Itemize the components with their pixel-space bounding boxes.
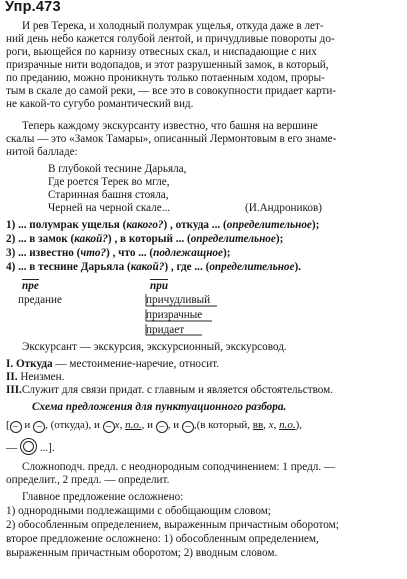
subject-circle-2: –	[33, 421, 45, 433]
excursion-words: Экскурсант — экскурсия, экскурсионный, экскурсовод.	[22, 341, 287, 353]
paragraph3-line-2: определит., 2 предл. — определит.	[6, 474, 170, 486]
poem-line-1: В глубокой теснине Дарьяла,	[48, 163, 187, 175]
morpheme-bracket-marks	[142, 290, 222, 336]
paragraph1-line-7: не какой-то сугубо романтический вид.	[6, 98, 194, 110]
roman-line-1: I. Откуда — местоимение-наречие, относит.	[6, 358, 220, 370]
exercise-title: Упр.473	[5, 0, 61, 15]
word-prichudlivy: причудливый	[146, 294, 211, 306]
sentence-scheme: [ – и – , (откуда), и – x, п.о., и – , и – ,(в который, вв, x, п.о.),	[6, 419, 302, 432]
word-predanie: предание	[18, 294, 62, 306]
generalizing-word-circle	[20, 438, 37, 455]
paragraph2-line-3: нитой балладе:	[6, 146, 78, 158]
paragraph4-line-2: 1) однородными подлежащими с обобщающим словом;	[6, 505, 271, 517]
word-prizrachnye: призрачные	[146, 309, 203, 321]
paragraph1-line-4: призрачные нити водопадов, и этот разрушенный замок, в который,	[6, 59, 329, 71]
paragraph1-line-3: роги, вьющейся по карнизу отвесных скал, и ниспадающие с них	[6, 46, 317, 58]
poem-author: (И.Андроников)	[245, 202, 322, 214]
word-pridaet: придает	[146, 324, 185, 336]
analysis-line-1: 1) ... полумрак ущелья (какого?) , откуда ... (определительное);	[6, 219, 320, 231]
paragraph1-line-5: по преданию, можно проникнуть только потаенным ходом, проры-	[6, 72, 325, 84]
paragraph4-line-5: выраженным причастным оборотом; 2) вводным словом.	[6, 547, 278, 559]
roman-line-3: III.Служит для связи придат. с главным и является обстоятельством.	[6, 384, 334, 396]
prefix-pre: пре	[22, 280, 39, 292]
paragraph4-line-3: 2) обособленным определением, выраженным причастным оборотом;	[6, 519, 339, 531]
paragraph1-line-6: тым в скале до самой реки, — все это в совокупности придает карти-	[6, 85, 337, 97]
analysis-line-3: 3) ... известно (что?) , что ... (подлежащное);	[6, 247, 231, 259]
paragraph4-line-1: Главное предложение осложнено:	[22, 491, 184, 503]
poem-line-4: Черней на черной скале...	[48, 202, 171, 214]
subject-circle-5: –	[182, 421, 194, 433]
poem-line-3: Старинная башня стояла,	[48, 189, 169, 201]
paragraph3-line-1: Сложноподч. предл. с неоднородным соподчинением: 1 предл. —	[22, 461, 336, 473]
paragraph2-line-1: Теперь каждому экскурсанту известно, что башня на вершине	[22, 120, 318, 132]
paragraph1-line-2: ний день небо кажется голубой лентой, и причудливые повороты до-	[6, 33, 335, 45]
poem-line-2: Где роется Терек во мгле,	[48, 176, 170, 188]
paragraph4-line-4: второе предложение осложнено: 1) обособленным определением,	[6, 533, 319, 545]
paragraph2-line-2: скалы — это «Замок Тамары», описанный Лермонтовым в его знаме-	[6, 133, 337, 145]
prefix-pri: при	[150, 280, 169, 292]
subject-circle-4: –	[156, 421, 168, 433]
paragraph1-line-1: И рев Терека, и холодный полумрак ущелья, откуда даже в лет-	[22, 20, 324, 32]
analysis-line-4: 4) ... в теснине Дарьяла (какой?) , где ... (определительное).	[6, 261, 302, 273]
analysis-line-2: 2) ... в замок (какой?) , в который ... (определительное);	[6, 233, 284, 245]
sentence-scheme-cont: — ...].	[6, 438, 55, 455]
subject-circle-1: –	[10, 421, 22, 433]
roman-line-2: II. Неизмен.	[6, 371, 65, 383]
subject-circle-3: –	[103, 421, 115, 433]
scheme-title: Схема предложения для пунктуационного разбора.	[32, 401, 287, 413]
